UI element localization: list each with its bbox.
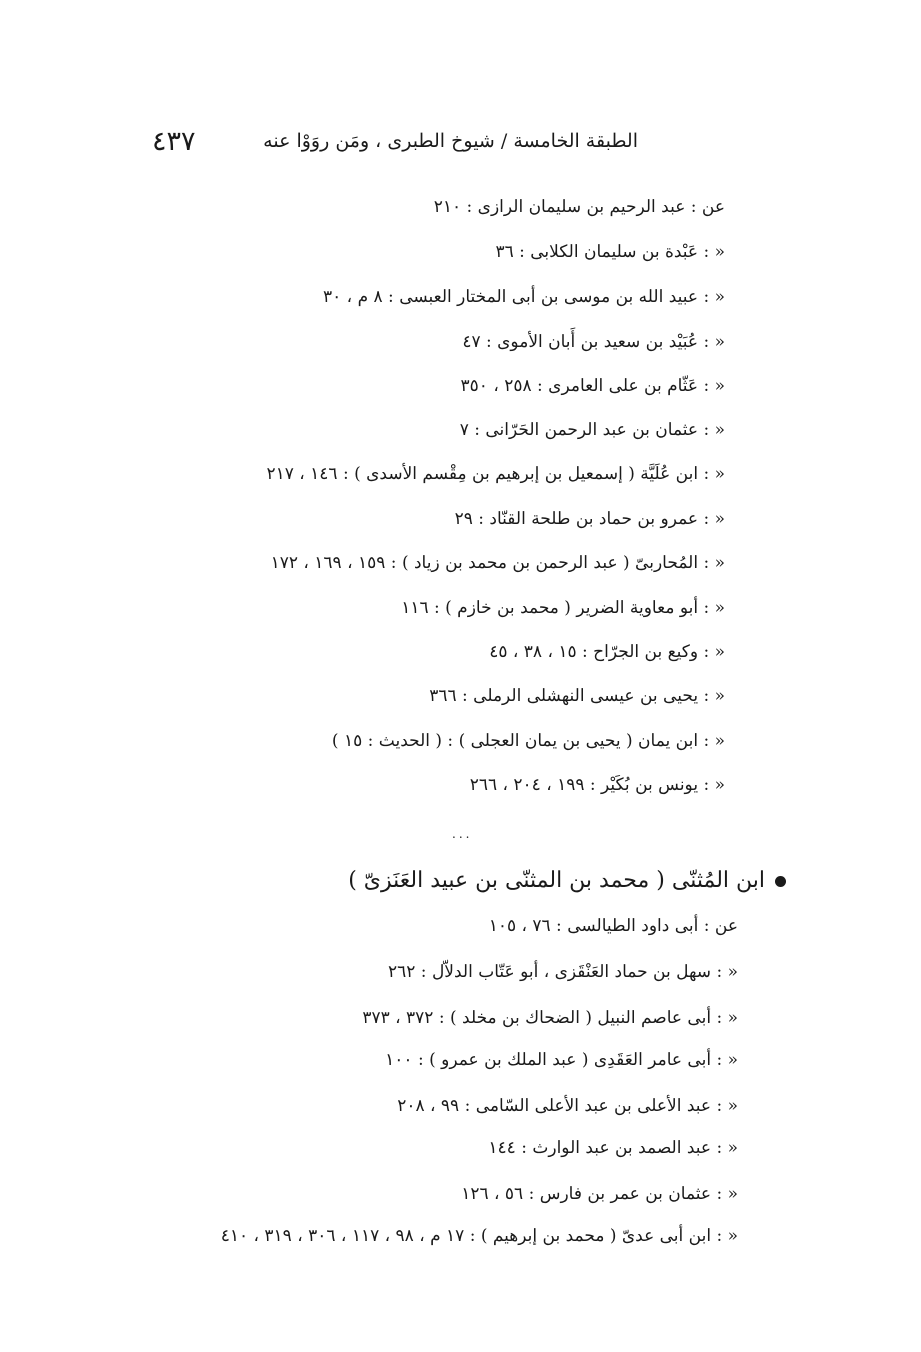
entry-line: « : عثمان بن عمر بن فارس : ٥٦ ، ١٢٦ <box>461 1184 738 1204</box>
section-heading-text: ابن المُثنّى ( محمد بن المثنّى بن عبيد العَنَزىّ ) <box>348 868 765 893</box>
entry-line: « : عَثّام بن على العامرى : ٢٥٨ ، ٣٥٠ <box>460 376 725 396</box>
entry-line: « : يحيى بن عيسى النهشلى الرملى : ٣٦٦ <box>429 686 725 706</box>
entry-line: « : المُحاربىّ ( عبد الرحمن بن محمد بن زياد ) : ١٥٩ ، ١٦٩ ، ١٧٢ <box>270 553 725 573</box>
entry-line: « : أبو معاوية الضرير ( محمد بن خازم ) : ١١٦ <box>401 598 725 618</box>
entry-line: « : عمرو بن حماد بن طلحة القنّاد : ٢٩ <box>454 509 725 529</box>
entry-line: « : أبى عاصم النبيل ( الضحاك بن مخلد ) : ٣٧٢ ، ٣٧٣ <box>362 1008 738 1028</box>
section-heading <box>348 864 786 898</box>
entry-line: « : ابن أبى عدىّ ( محمد بن إبرهيم ) : ١٧ م ، ٩٨ ، ١١٧ ، ٣٠٦ ، ٣١٩ ، ٤١٠ <box>220 1226 738 1246</box>
entry-line: « : أبى عامر العَقَدِى ( عبد الملك بن عمرو ) : ١٠٠ <box>385 1050 738 1070</box>
entry-line: « : ابن يمان ( يحيى بن يمان العجلى ) : ( الحديث : ١٥ ) <box>331 731 725 751</box>
page-number: ٤٣٧ <box>152 126 196 157</box>
entry-line: « : سهل بن حماد العَنْقَزى ، أبو عَتّاب الدلاّل : ٢٦٢ <box>388 962 738 982</box>
entry-line: « : عثمان بن عبد الرحمن الحَرّانى : ٧ <box>459 420 725 440</box>
entry-line: « : وكيع بن الجرّاح : ١٥ ، ٣٨ ، ٤٥ <box>489 642 725 662</box>
entry-line: « : يونس بن بُكَيْر : ١٩٩ ، ٢٠٤ ، ٢٦٦ <box>469 775 725 795</box>
entry-line: « : عبيد الله بن موسى بن أبى المختار العبسى : ٨ م ، ٣٠ <box>323 287 725 307</box>
entry-line: « : عَبْدة بن سليمان الكلابى : ٣٦ <box>495 242 725 262</box>
section-separator: ... <box>452 827 473 841</box>
entry-line: عن : عبد الرحيم بن سليمان الرازى : ٢١٠ <box>433 197 725 217</box>
entry-line: عن : أبى داود الطيالسى : ٧٦ ، ١٠٥ <box>488 916 738 936</box>
entry-line: « : عبد الأعلى بن عبد الأعلى السّامى : ٩٩ ، ٢٠٨ <box>397 1096 738 1116</box>
bullet-icon <box>775 876 786 887</box>
entry-line: « : عُبَيْد بن سعيد بن أَبان الأموى : ٤٧ <box>462 332 725 352</box>
running-head: الطبقة الخامسة / شيوخ الطبرى ، ومَن روَوْا عنه <box>263 130 638 152</box>
entry-line: « : ابن عُلَيَّة ( إسمعيل بن إبرهيم بن مِقْسم الأسدى ) : ١٤٦ ، ٢١٧ <box>266 464 725 484</box>
entry-line: « : عبد الصمد بن عبد الوارث : ١٤٤ <box>488 1138 738 1158</box>
